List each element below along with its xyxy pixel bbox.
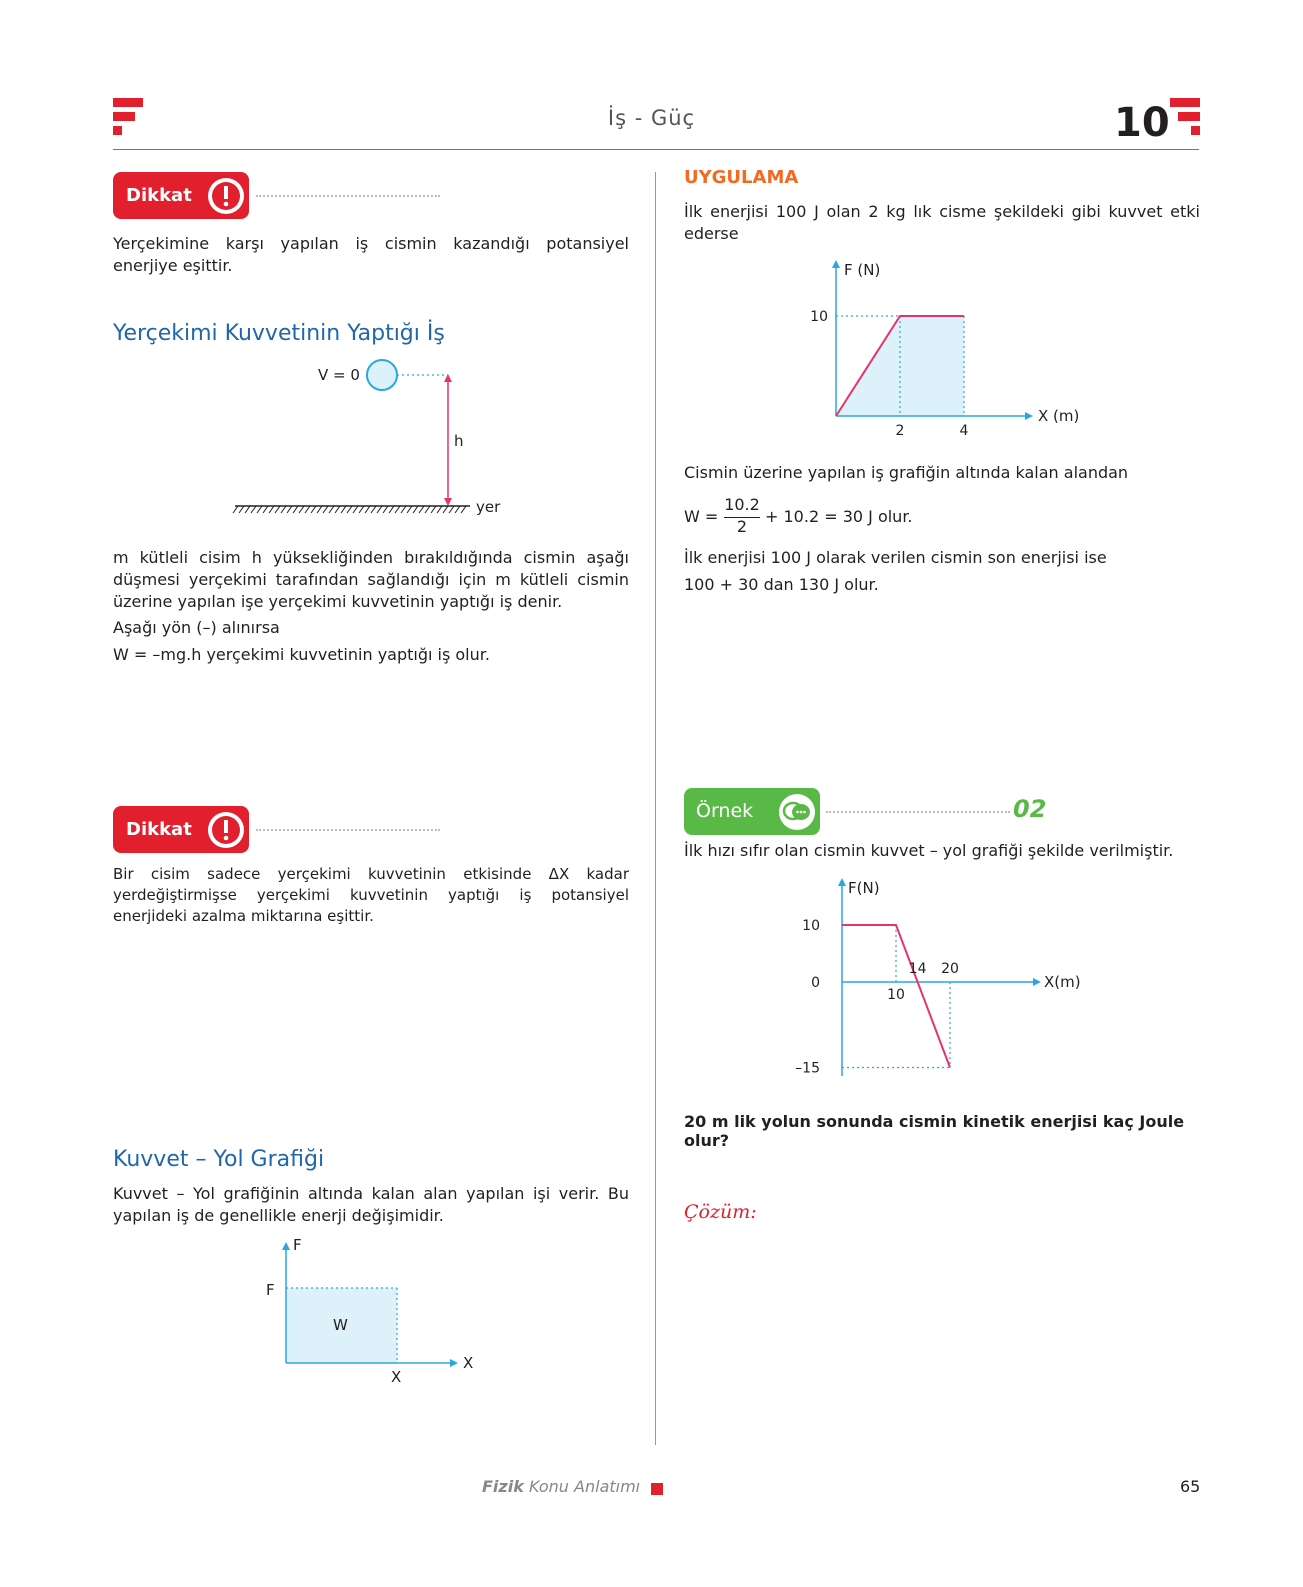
x-tick-label: 2 [895,423,905,439]
x-tick-label: 10 [887,987,905,1003]
section-heading: Yerçekimi Kuvvetinin Yaptığı İş [113,321,445,346]
falling-object-figure [230,358,530,528]
body-paragraph: İlk enerjisi 100 J olarak verilen cismin son enerjisi ise [684,548,1107,567]
chat-bubbles-icon [776,791,818,833]
logo-right [1170,98,1200,138]
example-number: 02 [1013,795,1047,823]
force-displacement-figure [260,1238,480,1408]
book-title [482,1477,640,1496]
dikkat-text: Yerçekimine karşı yapılan iş cismin kazandığı potansiyel enerjiye eşittir. [113,234,629,275]
y-tick-label: 10 [810,309,828,325]
exclamation-icon [205,175,247,217]
page-number: 65 [1180,1477,1201,1496]
footer-square [651,1483,663,1495]
y-axis-title: F(N) [848,879,880,897]
y-axis-arrow [282,1242,290,1250]
y-tick-label: 0 [811,975,820,991]
formula-denominator: 2 [736,517,748,536]
height-arrow-bottom [444,498,452,506]
example-intro: İlk hızı sıfır olan cismin kuvvet – yol grafiği şekilde verilmiştir. [684,841,1174,860]
force-displacement-chart [780,256,1080,446]
example-question: 20 m lik yolun sonunda cismin kinetik enerjisi kaç Joule olur? [684,1112,1185,1150]
y-axis-arrow [838,878,846,886]
force-displacement-chart [795,876,1090,1086]
chapter-number: 10 [1114,100,1170,146]
dikkat-text: Bir cisim sadece yerçekimi kuvvetinin etkisinde ΔX kadar yerdeğiştirmişse yerçekimi kuvvetinin yaptığı iş potansiyel enerjideki azalma miktarına eşittir. [113,865,629,925]
dotted-leader [256,195,440,197]
height-arrow-top [444,374,452,382]
body-paragraph: Cismin üzerine yapılan iş grafiğin altında kalan alandan [684,463,1129,482]
ornek-badge [684,788,820,835]
ground-hatch [233,506,466,513]
header-divider [113,149,1199,150]
body-paragraph: W = –mg.h yerçekimi kuvvetinin yaptığı iş olur. [113,645,490,664]
solution-label: Çözüm: [684,1201,757,1223]
dikkat-badge [113,172,249,219]
x-axis-arrow [1033,978,1041,986]
formula-lhs: W = [684,507,719,526]
x-axis-label: X [463,1354,474,1372]
f-value-label: F [266,1281,275,1299]
y-axis-title: F (N) [844,261,881,279]
exclamation-icon [205,809,247,851]
y-axis-arrow [832,260,840,268]
ball [367,360,397,390]
x-value-label: X [391,1368,402,1386]
x-axis-arrow [1025,412,1033,420]
dikkat-label: Dikkat [126,819,192,840]
body-paragraph: m kütleli cisim h yüksekliğinden bırakıldığında cismin aşağı düşmesi yerçekimi tarafından sağlandığı için m kütleli cismin üzerine yapılan işe yerçekimi kuvvetinin yaptığı iş denir. [113,548,629,611]
height-label: h [454,432,464,450]
body-paragraph: 100 + 30 dan 130 J olur. [684,575,879,594]
dikkat-label: Dikkat [126,185,192,206]
uygulama-intro: İlk enerjisi 100 J olan 2 kg lık cisme şekildeki gibi kuvvet etki ederse [684,202,1200,243]
y-tick-label: 10 [802,918,820,934]
uygulama-label: UYGULAMA [684,167,799,188]
ornek-label: Örnek [696,800,754,822]
x-tick-label: 14 [908,961,927,977]
x-axis-title: X(m) [1044,973,1081,991]
x-tick-label: 20 [941,961,959,977]
chapter-title: İş - Güç [607,106,696,130]
y-axis-label: F [293,1236,302,1254]
dotted-leader [256,829,440,831]
x-axis-arrow [450,1359,458,1367]
velocity-label: V = 0 [318,366,360,384]
book-title-rest: Konu Anlatımı [528,1477,641,1496]
formula-rest: + 10.2 = 30 J olur. [765,507,913,526]
y-tick-label: –15 [795,1060,820,1077]
section-heading: Kuvvet – Yol Grafiği [113,1147,325,1172]
dikkat-badge [113,806,249,853]
dotted-leader [826,811,1010,813]
work-formula [684,494,1084,538]
book-title-bold: Fizik [482,1477,524,1496]
body-paragraph: Aşağı yön (–) alınırsa [113,618,280,637]
ground-label: yer [476,498,501,516]
formula-numerator: 10.2 [724,495,760,514]
area-label: W [333,1316,348,1334]
x-tick-label: 4 [959,423,969,439]
body-paragraph: Kuvvet – Yol grafiğinin altında kalan alan yapılan işi verir. Bu yapılan iş de genellikle enerji değişimidir. [113,1184,629,1225]
column-divider [655,172,656,1445]
x-axis-title: X (m) [1038,407,1080,425]
